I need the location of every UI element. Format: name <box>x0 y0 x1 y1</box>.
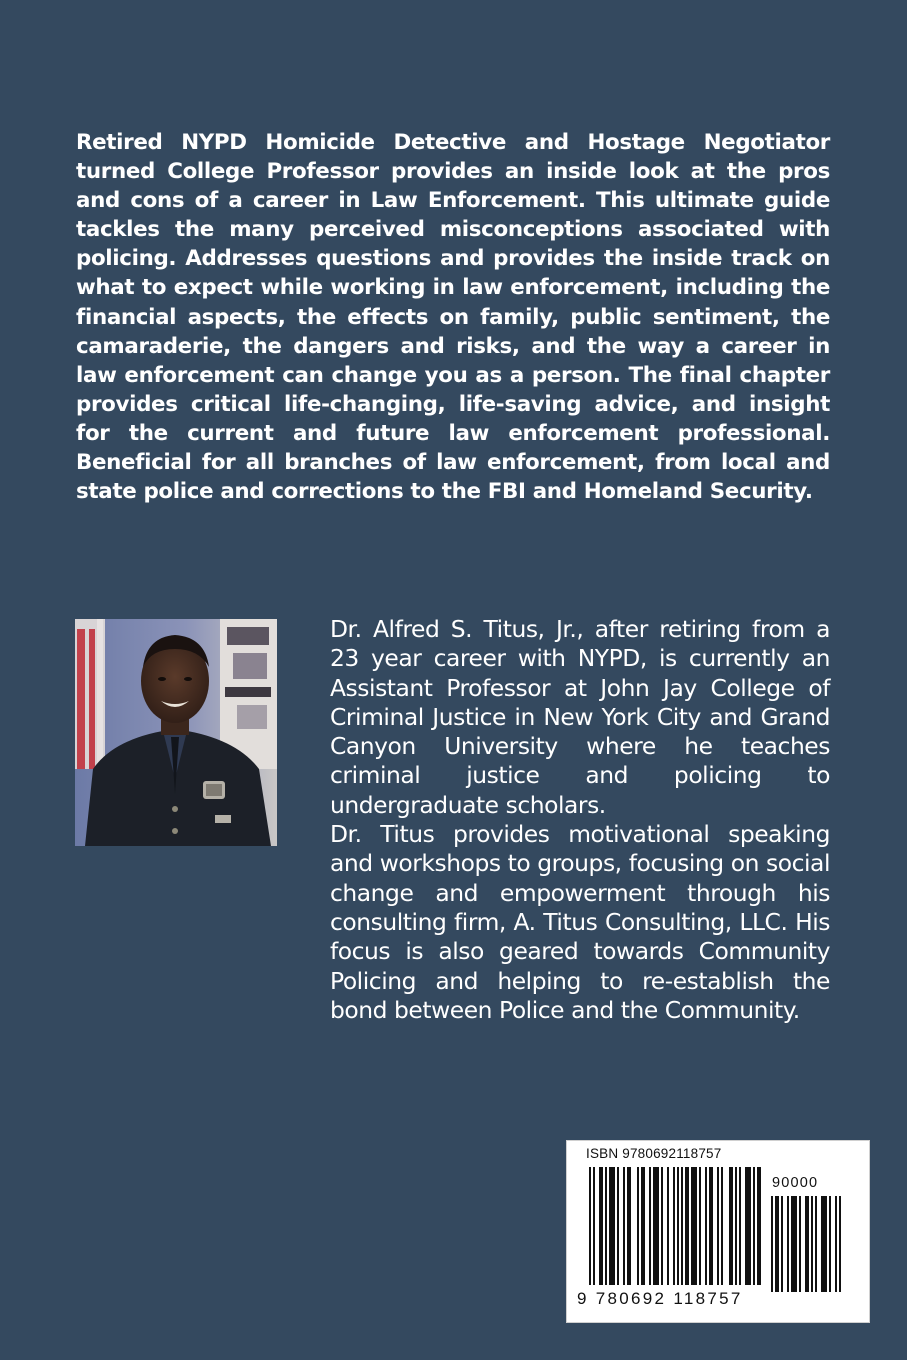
barcode-bar <box>757 1167 761 1285</box>
price-code: 90000 <box>772 1175 819 1191</box>
barcode-bar <box>835 1196 837 1292</box>
barcode-bar <box>729 1167 733 1285</box>
barcode-bar <box>685 1167 689 1285</box>
barcode-bar <box>709 1167 713 1285</box>
barcode-bar <box>681 1167 683 1285</box>
barcode-bar <box>753 1167 755 1285</box>
bio-paragraph-1: Dr. Alfred S. Titus, Jr., after retiring from a 23 year career with NYPD, is currently an Assistant Professor at John Jay College of Criminal Justice in New York City and Grand Canyon University where he teaches criminal justice and policing to undergraduate scholars. <box>330 615 830 819</box>
barcode-bar <box>717 1167 719 1285</box>
book-blurb: Retired NYPD Homicide Detective and Hostage Negotiator turned College Professor provides an inside look at the pros and cons of a career in Law Enforcement. This ultimate guide tackles the many perceived misconceptions associated with policing. Addresses questions and provides the inside track on what to expect while working in law enforcement, including the financial aspects, the effects on family, public sentiment, the camaraderie, the dangers and risks, and the way a career in law enforcement can change you as a person. The final chapter provides critical life-changing, life-saving advice, and insight for the current and future law enforcement professional. Beneficial for all branches of law enforcement, from local and state police and corrections to the FBI and Homeland Security. <box>76 130 830 505</box>
author-portrait-icon <box>75 619 277 846</box>
barcode-bar <box>627 1167 631 1285</box>
barcode-bar <box>745 1167 751 1285</box>
barcode-bar <box>799 1196 801 1292</box>
barcode-bar <box>667 1167 669 1285</box>
author-photo <box>75 619 277 846</box>
barcode-bar <box>821 1196 827 1292</box>
barcode-bar <box>781 1196 783 1292</box>
barcode-bar <box>593 1167 595 1285</box>
barcode-bar <box>811 1196 813 1292</box>
barcode-bar <box>673 1167 675 1285</box>
barcode-bar <box>839 1196 841 1292</box>
barcode-bar <box>661 1167 663 1285</box>
barcode-bar <box>691 1167 697 1285</box>
barcode-bar <box>775 1196 779 1292</box>
ean-digits: 9 780692 118757 <box>577 1289 743 1308</box>
barcode-bar <box>599 1167 603 1285</box>
barcode-bar <box>641 1167 645 1285</box>
barcode-bar <box>829 1196 831 1292</box>
barcode-bar <box>739 1167 741 1285</box>
barcode-bar <box>605 1167 607 1285</box>
ean-barcode-bars <box>589 1167 761 1297</box>
barcode-bar <box>617 1167 619 1285</box>
barcode-bar <box>805 1196 809 1292</box>
author-bio <box>330 615 830 1025</box>
barcode-bar <box>589 1167 591 1285</box>
barcode-bar <box>791 1196 797 1292</box>
barcode-bar <box>653 1167 659 1285</box>
barcode-bar <box>815 1196 817 1292</box>
barcode-bar <box>771 1196 773 1292</box>
barcode-bar <box>677 1167 679 1285</box>
barcode-bar <box>787 1196 789 1292</box>
isbn-label: ISBN 9780692118757 <box>586 1146 722 1161</box>
barcode-bar <box>637 1167 639 1285</box>
barcode-bar <box>705 1167 707 1285</box>
barcode-bar <box>649 1167 651 1285</box>
isbn-barcode <box>566 1140 870 1323</box>
barcode-bar <box>699 1167 701 1285</box>
barcode-bar <box>609 1167 615 1285</box>
addon-barcode-bars <box>771 1196 857 1296</box>
barcode-bar <box>623 1167 625 1285</box>
barcode-bar <box>735 1167 737 1285</box>
bio-paragraph-2: Dr. Titus provides motivational speaking and workshops to groups, focusing on social change and empowerment through his consulting firm, A. Titus Consulting, LLC. His focus is also geared towards Community Policing and helping to re-establish the bond between Police and the Community. <box>330 820 830 1024</box>
barcode-bar <box>721 1167 723 1285</box>
